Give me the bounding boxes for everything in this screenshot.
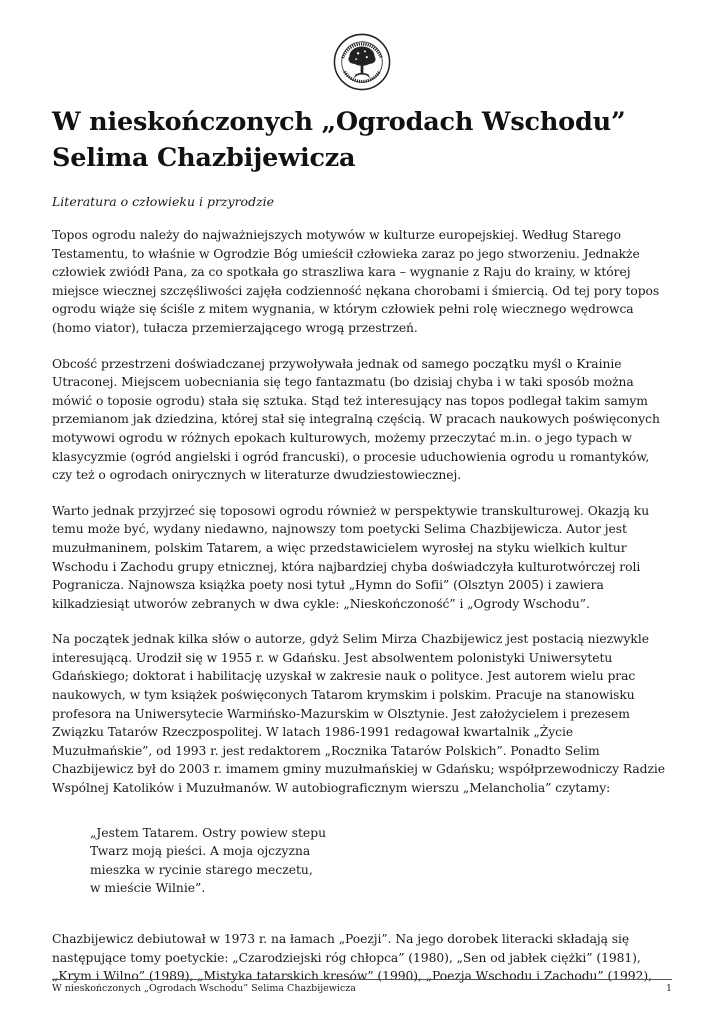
document-title <box>52 104 672 176</box>
document-subtitle: Literatura o człowieku i przyrodzie <box>52 194 275 209</box>
poem-line: mieszka w rycinie starego meczetu, <box>90 862 313 877</box>
page-number: 1 <box>665 983 672 994</box>
poem-line: Twarz moją pieści. A moja ojczyzna <box>90 844 311 859</box>
paragraph: Warto jednak przyjrzeć się toposowi ogrodu również w perspektywie transkulturowej. Okazją ku temu może być, wydany niedawno, najnowszy tom poetycki Selima Chazbijewicza. Autor jest muzułmaninem, polskim Tatarem, a więc przedstawicielem wyrosłej na styku wielkich kultur Wschodu i Zachodu grupy etnicznej, która najbardziej chyba doświadczyła kulturotwórczej roli Pogranicza. Najnowsza książka poety nosi tytuł „Hymn do Sofii” (Olsztyn 2005) i zawiera kilkadziesiąt utworów zebranych w dwa cykle: „Nieskończoność” i „Ogrody Wschodu”. <box>52 503 650 611</box>
paragraph: Obcość przestrzeni doświadczanej przywoływała jednak od samego początku myśl o Krainie Utraconej. Miejscem uobecniania się tego fantazmatu (bo dzisiaj chyba i w taki sposób można mówić o toposie ogrodu) stała się sztuka. Stąd też interesujący nas topos podlegał takim samym przemianom jak dziedzina, której stał się integralną częścią. W pracach naukowych poświęconych motywowi ogrodu w różnych epokach kulturowych, możemy przeczytać m.in. o jego typach w klasycyzmie (ogród angielski i ogród francuski), o procesie uduchowienia ogrodu u romantyków, czy też o ogrodach onirycznych w literaturze dwudziestowiecznej. <box>52 356 660 483</box>
title-line-1: W nieskończonych „Ogrodach Wschodu” <box>52 107 626 137</box>
poem-quote <box>90 824 672 898</box>
article-body <box>52 226 672 1003</box>
poem-line: „Jestem Tatarem. Ostry powiew stepu <box>90 825 326 840</box>
title-line-2: Selima Chazbijewicza <box>52 143 356 173</box>
footer-divider <box>52 979 672 980</box>
tree-seal-icon <box>333 33 391 91</box>
paragraph: Topos ogrodu należy do najważniejszych motywów w kulturze europejskiej. Według Starego Testamentu, to właśnie w Ogrodzie Bóg umieścił człowieka zaraz po jego stworzeniu. Jednakże człowiek zwiódł Pana, za co spotkała go straszliwa kara – wygnanie z Raju do krainy, w której miejsce wiecznej szczęśliwości zajęła codzienność nękana chorobami i śmiercią. Od tej pory topos ogrodu wiąże się ściśle z mitem wygnania, w którym człowiek pełni rolę wiecznego wędrowca (homo viator), tułacza przemierzającego wrogą przestrzeń. <box>52 228 660 335</box>
footer-title: W nieskończonych „Ogrodach Wschodu” Selima Chazbijewicza <box>52 983 356 994</box>
paragraph: Na początek jednak kilka słów o autorze, gdyż Selim Mirza Chazbijewicz jest postacią niezwykle interesującą. Urodził się w 1955 r. w Gdańsku. Jest absolwentem polonistyki Uniwersytetu Gdańskiego; doktorat i habilitację uzyskał w zakresie nauk o polityce. Jest autorem wielu prac naukowych, w tym książek poświęconych Tatarom krymskim i polskim. Pracuje na stanowisku profesora na Uniwersytecie Warmińsko-Mazurskim w Olsztynie. Jest założycielem i prezesem Związku Tatarów Rzeczpospolitej. W latach 1986-1991 redagował kwartalnik „Życie Muzułmańskie”, od 1993 r. jest redaktorem „Rocznika Tatarów Polskich”. Ponadto Selim Chazbijewicz był do 2003 r. imamem gminy muzułmańskiej w Gdańsku; współprzewodniczy Radzie Wspólnej Katolików i Muzułmanów. W autobiograficznym wierszu „Melancholia” czytamy: <box>52 632 665 796</box>
poem-line: w mieście Wilnie”. <box>90 881 206 896</box>
paragraph: Chazbijewicz debiutował w 1973 r. na łamach „Poezji”. Na jego dorobek literacki składają się następujące tomy poetyckie: „Czarodziejski róg chłopca” (1980), „Sen od jabłek ciężki” (1981), „Krym i Wilno” (1989), „Mistyka tatarskich kresów” (1990), „Poezja Wschodu i Zachodu” (1992), <box>52 932 652 984</box>
